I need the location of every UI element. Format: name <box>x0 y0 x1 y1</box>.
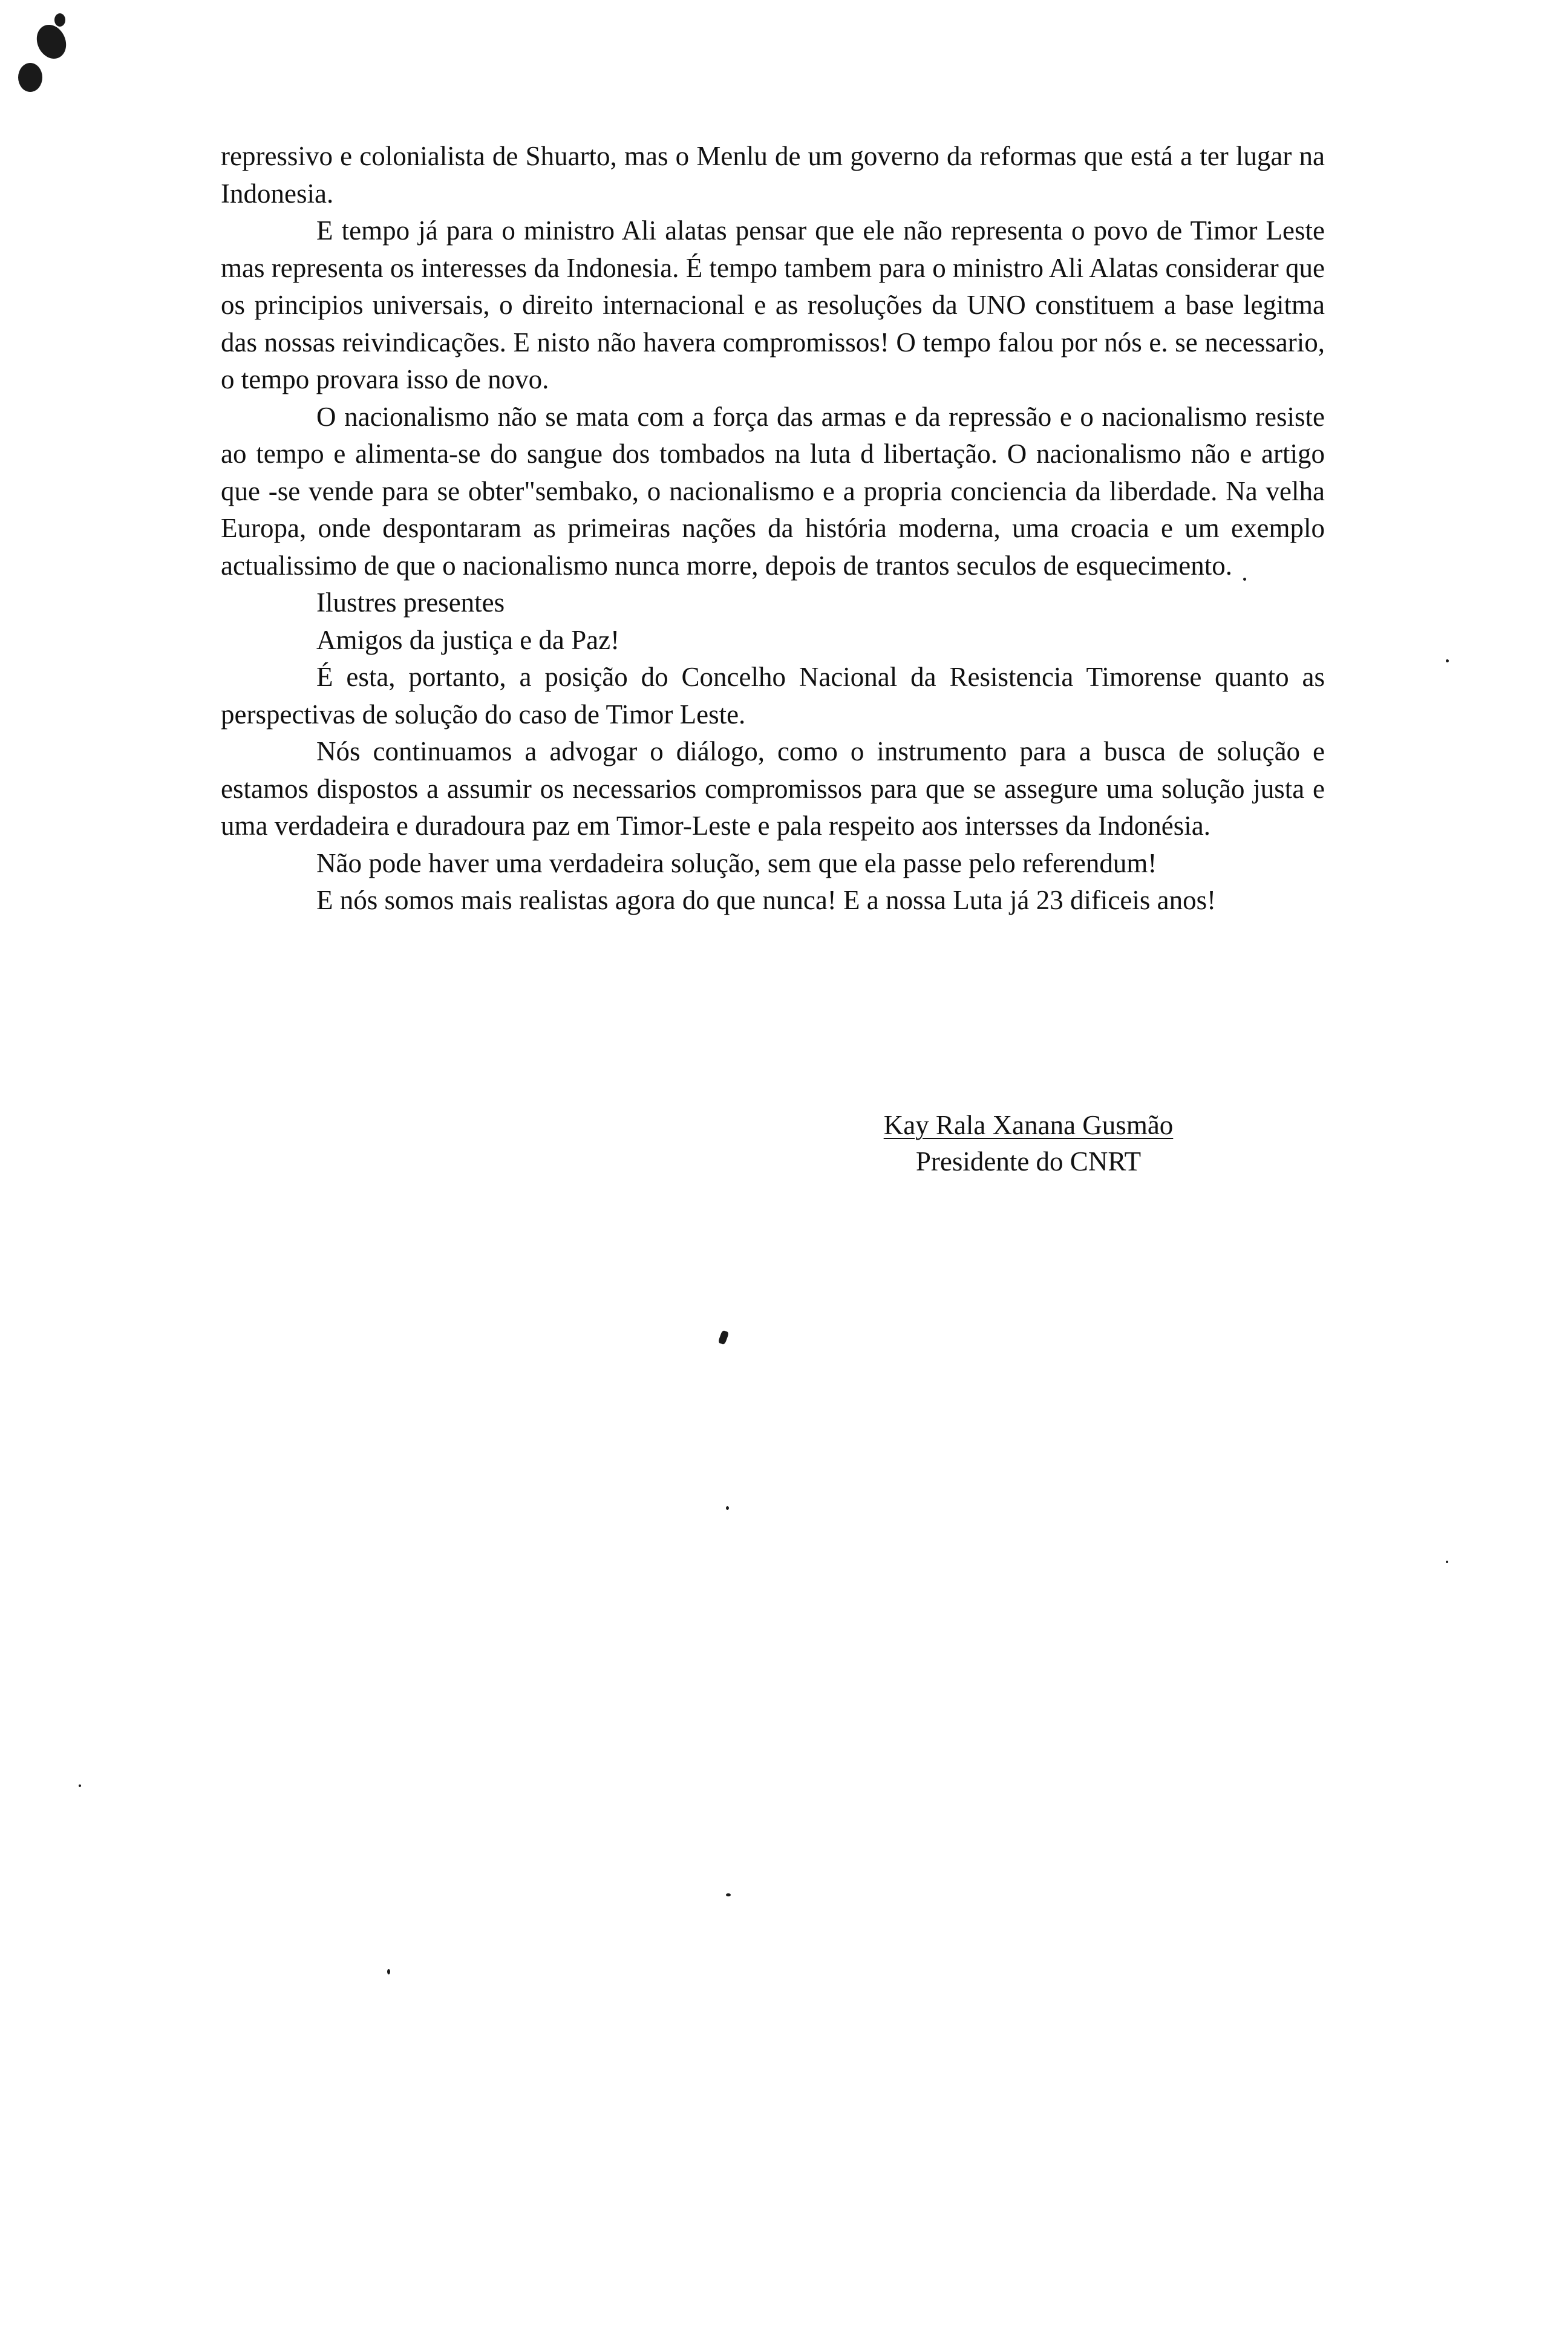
paragraph-6: Não pode haver uma verdadeira solução, sem que ela passe pelo referendum! <box>316 847 1157 878</box>
salutation-line-1: Ilustres presentes <box>316 587 505 618</box>
scan-speck <box>718 1330 730 1345</box>
document-body <box>221 138 1325 919</box>
paragraph-4: É esta, portanto, a posição do Concelho Nacional da Resistencia Timorense quanto as perspectivas de solução do caso de Timor Leste. <box>221 662 1325 730</box>
paragraph-2: E tempo já para o ministro Ali alatas pensar que ele não representa o povo de Timor Leste mas representa os interesses da Indonesia. É tempo tambem para o ministro Ali Alatas considerar que os principios universais, o direito internacional e as resoluções da UNO constituem a base legitma das nossas reivindicações. E nisto não havera compromissos! O tempo falou por nós e. se necessario, o tempo provara isso de novo. <box>221 215 1325 394</box>
paragraph-1: repressivo e colonialista de Shuarto, mas o Menlu de um governo da reformas que está a ter lugar na Indonesia. <box>221 141 1325 209</box>
scan-speck <box>726 1506 729 1510</box>
scan-speck <box>1446 1561 1448 1563</box>
scan-speck <box>387 1969 390 1974</box>
salutation-line-2: Amigos da justiça e da Paz! <box>316 624 620 655</box>
paragraph-3: O nacionalismo não se mata com a força das armas e da repressão e o nacionalismo resiste ao tempo e alimenta-se do sangue dos tombados na luta d libertação. O nacionalismo não e artigo que -se vende para se obter"sembako, o nacionalismo e a propria conciencia da liberdade. Na velha Europa, onde despontaram as primeiras nações da história moderna, uma croacia e um exemplo actualissimo de que o nacionalismo nunca morre, depois de trantos seculos de esquecimento. <box>221 401 1325 581</box>
paragraph-7: E nós somos mais realistas agora do que nunca! E a nossa Luta já 23 dificeis anos! <box>316 885 1217 915</box>
signatory-title: Presidente do CNRT <box>915 1146 1142 1177</box>
scan-speck <box>1446 659 1449 662</box>
ink-blot-artifact <box>54 13 65 27</box>
ink-blot-artifact <box>31 20 71 64</box>
signature-block <box>799 1107 1258 1180</box>
signatory-name: Kay Rala Xanana Gusmão <box>883 1110 1174 1140</box>
ink-blot-artifact <box>18 63 42 92</box>
scan-speck <box>79 1784 81 1787</box>
paragraph-5: Nós continuamos a advogar o diálogo, como o instrumento para a busca de solução e estamos dispostos a assumir os necessarios compromissos para que se assegure uma solução justa e uma verdadeira e duradoura paz em Timor-Leste e pala respeito aos intersses da Indonésia. <box>221 736 1325 841</box>
scan-speck <box>726 1893 731 1896</box>
